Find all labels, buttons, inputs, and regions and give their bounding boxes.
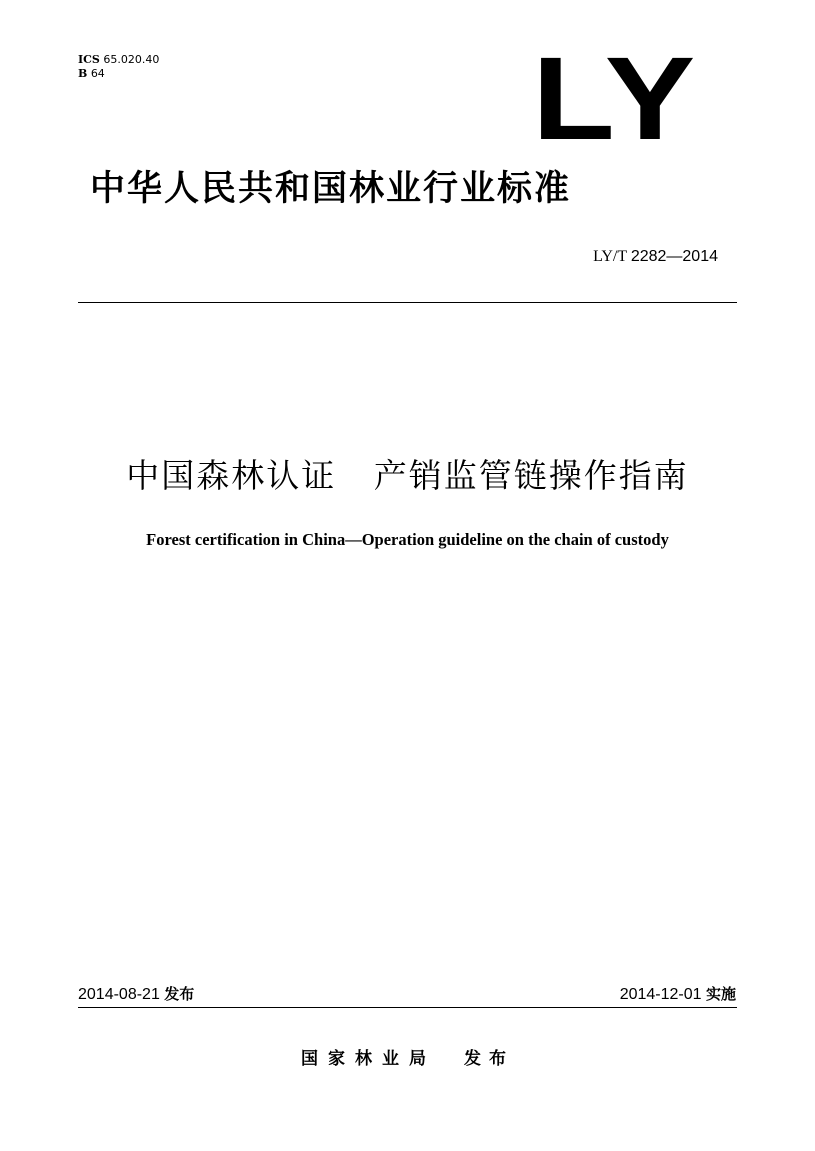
ics-code: 65.020.40 [103, 53, 160, 66]
ics-label: ICS [78, 53, 100, 66]
class-label: B [78, 67, 88, 80]
title-cn-part2: 产销监管链操作指南 [373, 456, 689, 495]
issuer-label: 发布 [464, 1049, 514, 1069]
issuer-org: 国家林业局 [301, 1049, 436, 1069]
issuer-line [0, 1047, 815, 1071]
standard-code-prefix: LY/T [593, 248, 627, 265]
standard-code-number: 2282—2014 [630, 248, 718, 265]
issue-date [78, 983, 194, 1006]
implement-date-label: 实施 [705, 985, 736, 1003]
ly-logo: LY [532, 33, 698, 165]
class-code: 64 [90, 67, 105, 80]
issue-date-label: 发布 [164, 985, 195, 1003]
implement-date [620, 983, 736, 1006]
document-title-cn [0, 454, 815, 498]
issue-date-value: 2014-08-21 [78, 986, 160, 1003]
document-title-en: Forest certification in China—Operation guideline on the chain of custody [146, 530, 669, 549]
standard-title: 中华人民共和国林业行业标准 [90, 169, 572, 209]
header-divider [78, 302, 737, 303]
classification-block [78, 53, 159, 81]
class-line [78, 67, 159, 81]
footer-divider [78, 1007, 737, 1008]
ics-line [78, 53, 159, 67]
standard-code [593, 247, 718, 267]
title-cn-part1: 中国森林认证 [126, 456, 337, 495]
implement-date-value: 2014-12-01 [619, 986, 702, 1003]
